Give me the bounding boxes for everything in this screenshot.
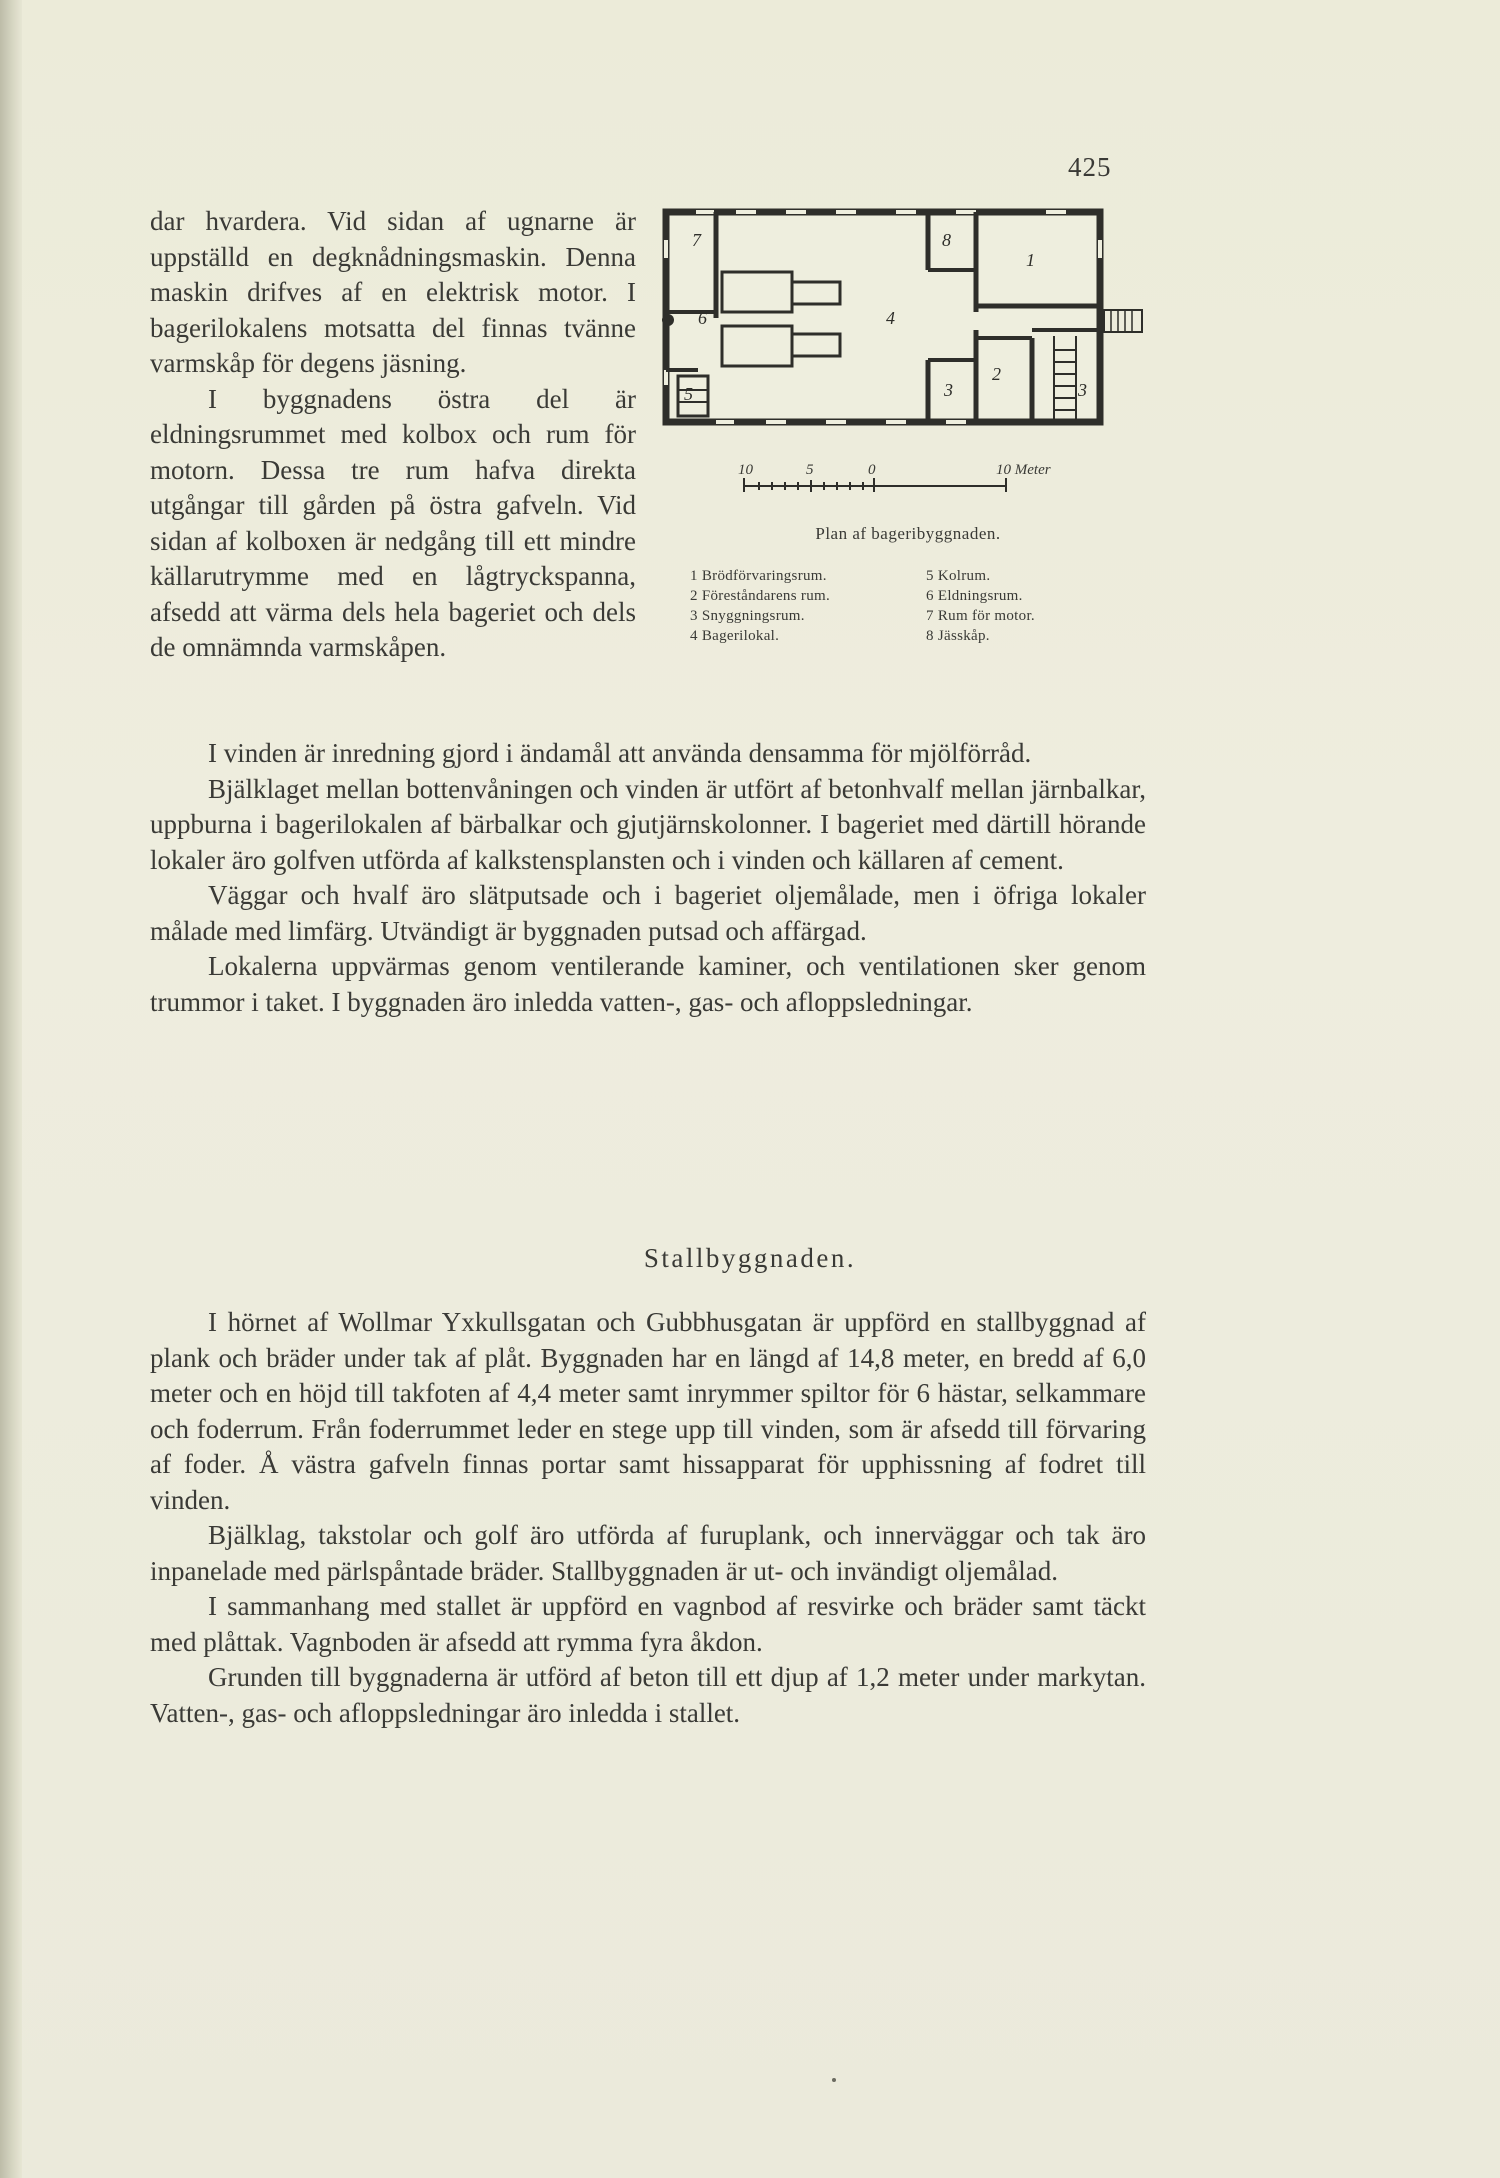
legend-item-5: 5 Kolrum. — [926, 568, 991, 584]
body-text-bakery — [150, 736, 1146, 1020]
legend-item-7: 7 Rum för motor. — [926, 608, 1035, 624]
figure-caption: Plan af bageribyggnaden. — [815, 524, 1001, 543]
room-number-8-top: 8 — [942, 230, 951, 250]
legend-item-3: 3 Snyggningsrum. — [690, 608, 805, 624]
scale-label-meter: 10 Meter — [996, 462, 1051, 478]
stable-paragraph-4: Grunden till byggnaderna är utförd af beton till ett djup af 1,2 meter under markytan. Vatten-, gas- och afloppsledningar äro inledda i stallet. — [150, 1662, 1146, 1728]
legend-item-1: 1 Brödförvaringsrum. — [690, 568, 827, 584]
room-number-4: 4 — [886, 308, 895, 328]
body-paragraph-1: I vinden är inredning gjord i ändamål att använda densamma för mjölförråd. — [208, 738, 1032, 768]
room-number-5: 5 — [684, 384, 693, 404]
room-number-2: 2 — [992, 364, 1001, 384]
body-paragraph-3: Väggar och hvalf äro slätputsade och i bageriet oljemålade, men i öfriga lokaler målade med limfärg. Utvändigt är byggnaden putsad och affärgad. — [150, 880, 1146, 946]
left-paragraph-2: I byggnadens östra del är eldningsrummet med kolbox och rum för motorn. Dessa tre rum hafva direkta utgångar till gården på östra gafveln. Vid sidan af kolboxen är nedgång till ett mindre källarutrymme med en lågtryckspanna, afsedd att värma dels hela bageriet och dels de omnämnda varmskåpen. — [150, 383, 636, 662]
body-paragraph-4: Lokalerna uppvärmas genom ventilerande kaminer, och ventilationen sker genom trummor i taket. I byggnaden äro inledda vatten-, gas- och afloppsledningar. — [150, 951, 1146, 1017]
room-number-7: 7 — [692, 230, 701, 250]
legend-item-2: 2 Föreståndarens rum. — [690, 588, 831, 604]
body-paragraph-2: Bjälklaget mellan bottenvåningen och vinden är utfört af betonhvalf mellan järnbalkar, uppburna i bagerilokalen af bärbalkar och gjutjärnskolonner. I bageriet med därtill hörande lokaler äro golfven utförda af kalkstensplansten och i vinden och källaren af cement. — [150, 773, 1146, 875]
room-number-8-bottom: 3 — [944, 380, 953, 400]
scale-label-0: 0 — [868, 462, 876, 478]
legend-item-8: 8 Jässkåp. — [926, 628, 990, 644]
left-column-text — [150, 204, 636, 666]
scale-label-5: 5 — [806, 462, 814, 478]
legend-item-6: 6 Eldningsrum. — [926, 588, 1023, 604]
east-steps — [1104, 310, 1142, 332]
section-heading: Stallbyggnaden. — [643, 1243, 857, 1273]
page-number: 425 — [1068, 152, 1112, 182]
floor-plan-figure — [656, 200, 1156, 670]
room-number-6: 6 — [698, 308, 707, 328]
legend-item-4: 4 Bagerilokal. — [690, 628, 780, 644]
body-text-stable — [150, 1305, 1146, 1731]
stable-paragraph-2: Bjälklag, takstolar och golf äro utförda af furuplank, och innerväggar och tak äro inpanelade med pärlspåntade bräder. Stallbyggnaden är ut- och invändigt oljemålad. — [150, 1520, 1146, 1586]
room-number-1: 1 — [1026, 250, 1035, 270]
page-edge-shadow — [0, 0, 22, 2178]
stable-paragraph-1: I hörnet af Wollmar Yxkullsgatan och Gubbhusgatan är uppförd en stallbyggnad af plank och bräder under tak af plåt. Byggnaden har en längd af 14,8 meter, en bredd af 6,0 meter och en höjd till takfoten af 4,4 meter samt inrymmer spiltor för 6 hästar, selkammare och foderrum. Från foderrummet leder en stege upp till vinden, som är afsedd till förvaring af foder. Å västra gafveln finnas portar samt hissapparat för upphissning af fodret till vinden. — [150, 1307, 1146, 1515]
left-paragraph-1: dar hvardera. Vid sidan af ugnarne är uppställd en degknådningsmaskin. Denna maskin drifves af en elektrisk motor. I bagerilokalens motsatta del finnas tvänne varmskåp för degens jäsning. — [150, 206, 636, 378]
room-number-3: 3 — [1078, 380, 1087, 400]
print-speck — [832, 2078, 836, 2082]
scale-label-10: 10 — [738, 462, 753, 478]
floor-plan-drawing — [656, 200, 1156, 520]
outer-wall — [666, 212, 1100, 422]
stable-paragraph-3: I sammanhang med stallet är uppförd en vagnbod af resvirke och bräder samt täckt med plåttak. Vagnboden är afsedd att rymma fyra åkdon. — [150, 1591, 1146, 1657]
